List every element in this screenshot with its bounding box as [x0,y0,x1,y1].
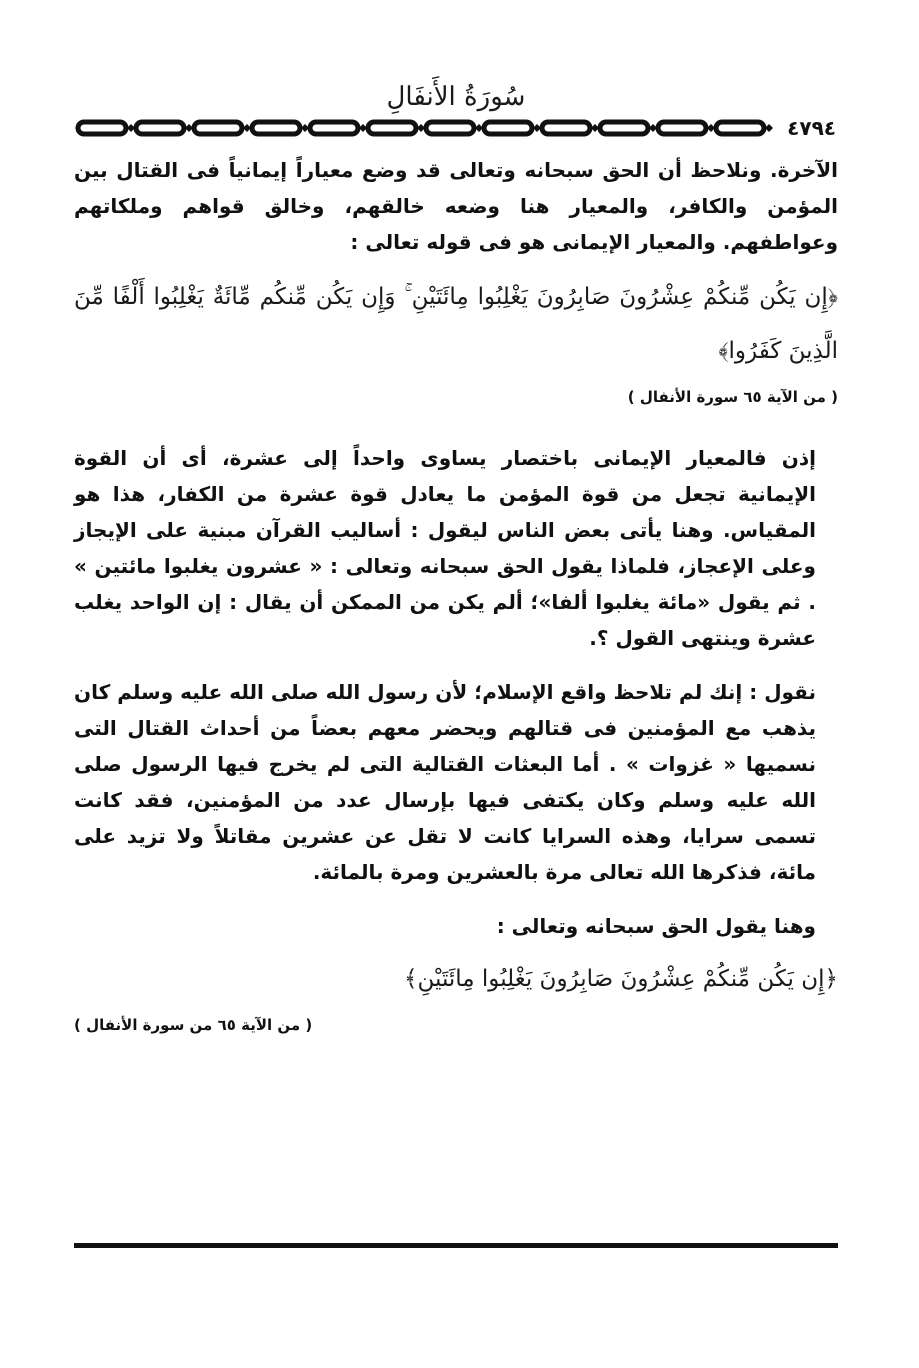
verse-reference-1: ( من الآية ٦٥ سورة الأنفال ) [627,388,838,406]
paragraph-4: وهنا يقول الحق سبحانه وتعالى : [496,914,816,938]
chain-ornament [74,116,774,140]
footer-rule [74,1243,838,1248]
verse-reference-2: ( من الآية ٦٥ من سورة الأنفال ) [74,1016,313,1034]
book-page [74,60,838,1260]
quran-verse-1: ﴿إِن يَكُن مِّنكُمْ عِشْرُونَ صَابِرُونَ يَغْلِبُوا مِائَتَيْنِ ۚ وَإِن يَكُن مِّنكُم مِّائَةٌ يَغْلِبُوا أَلْفًا مِّنَ الَّذِينَ كَفَرُوا﴾ [74,284,838,364]
header-band [74,116,838,140]
quran-verse-2: ﴿إِن يَكُن مِّنكُمْ عِشْرُونَ صَابِرُونَ يَغْلِبُوا مِائَتَيْنِ﴾ [404,966,838,992]
surah-title: سُورَةُ الأَنفَالِ [386,82,526,112]
page-number: ٤٧٩٤ [787,116,836,140]
paragraph-3: نقول : إنك لم تلاحظ واقع الإسلام؛ لأن رسول الله صلى الله عليه وسلم كان يذهب مع المؤمنين فى قتالهم ويحضر معهم بعضاً من أحداث القتال التى نسميها « غزوات » . أما البعثات القتالية التى لم يخرج فيها الرسول صلى الله عليه وسلم وكان يكتفى فيها بإرسال عدد من المؤمنين، فقد كانت تسمى سرايا، وهذه السرايا كانت لا تقل عن عشرين مقاتلاً ولا تزيد على مائة، فذكرها الله تعالى مرة بالعشرين ومرة بالمائة. [74,680,816,884]
paragraph-2: إذن فالمعيار الإيمانى باختصار يساوى واحداً إلى عشرة، أى أن القوة الإيمانية تجعل من قوة المؤمن ما يعادل قوة عشرة من الكفار، هذا هو المقياس. وهنا يأتى بعض الناس ليقول : أساليب القرآن مبنية على الإيجاز وعلى الإعجاز، فلماذا يقول الحق سبحانه وتعالى : « عشرون يغلبوا مائتين » . ثم يقول «مائة يغلبوا ألفا»؛ ألم يكن من الممكن أن يقال : إن الواحد يغلب عشرة وينتهى القول ؟. [74,446,816,650]
body-text [74,152,838,1038]
paragraph-1: الآخرة. ونلاحظ أن الحق سبحانه وتعالى قد وضع معياراً إيمانياً فى القتال بين المؤمن والكافر، والمعيار هنا وضعه خالقهم، وخالق قواهم وملكاتهم وعواطفهم. والمعيار الإيمانى هو فى قوله تعالى : [74,158,838,254]
